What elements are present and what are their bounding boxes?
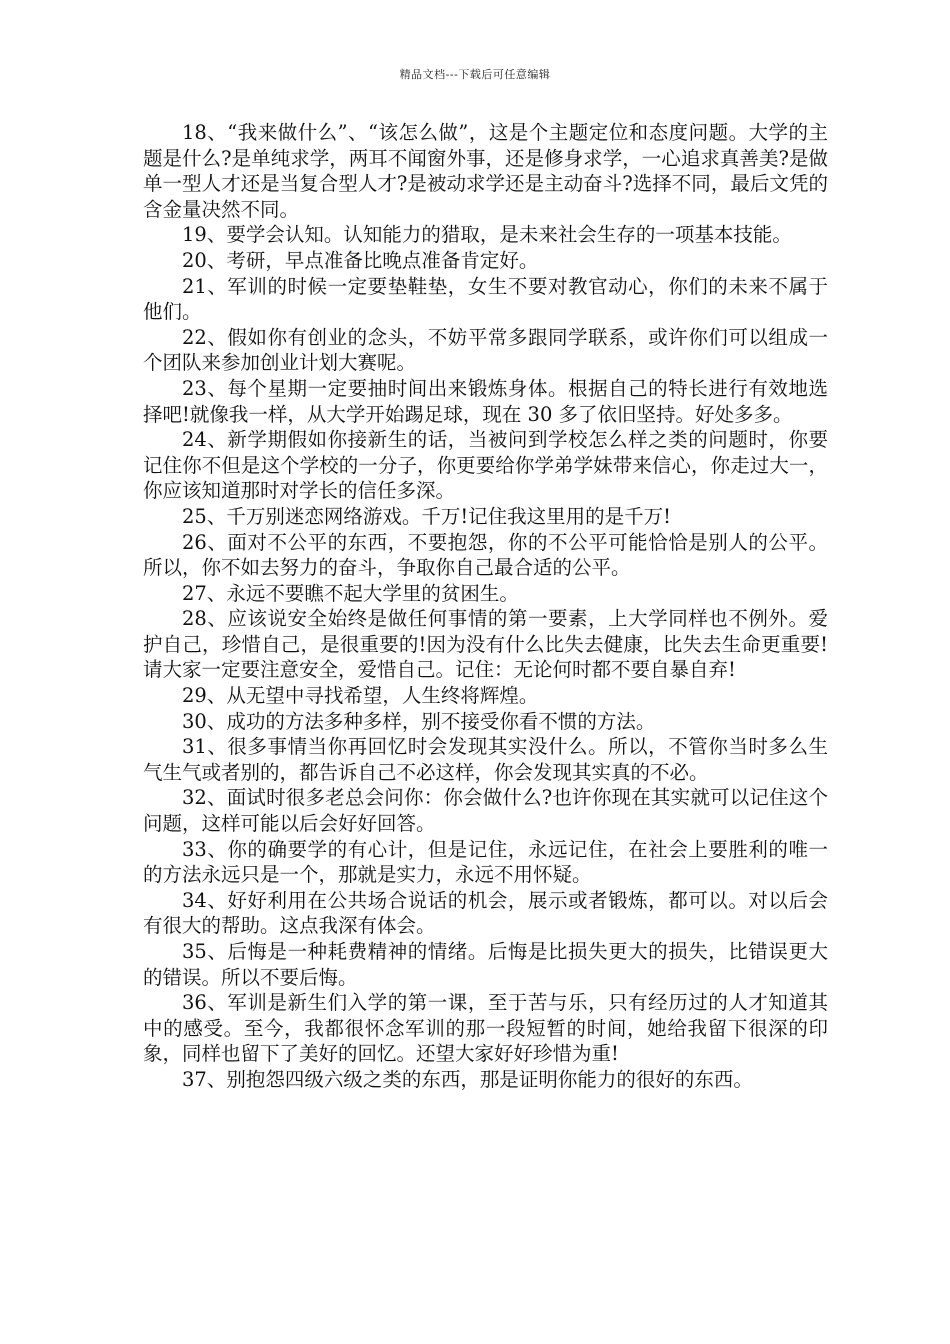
paragraph-20: 20、考研，早点准备比晚点准备肯定好。: [182, 248, 539, 272]
paragraph-26: 26、面对不公平的东西，不要抱怨，你的不公平可能恰恰是别人的公平。所以，你不如去努力的奋斗，争取你自己最合适的公平。: [143, 530, 828, 580]
paragraph-18: 18、“我来做什么”、“该怎么做”，这是个主题定位和态度问题。大学的主题是什么?是单纯求学，两耳不闻窗外事，还是修身求学，一心追求真善美?是做单一型人才还是当复合型人才?是被动求学还是主动奋斗?选择不同，最后文凭的含金量决然不同。: [143, 121, 828, 221]
document-body: [143, 120, 828, 1093]
paragraph-25: 25、千万别迷恋网络游戏。千万!记住我这里用的是千万!: [182, 504, 671, 528]
paragraph-19: 19、要学会认知。认知能力的猎取，是未来社会生存的一项基本技能。: [182, 223, 792, 247]
paragraph-28: 28、应该说安全始终是做任何事情的第一要素，上大学同样也不例外。爱护自己，珍惜自己，是很重要的!因为没有什么比失去健康，比失去生命更重要!请大家一定要注意安全，爱惜自己。记住：无论何时都不要自暴自弃!: [143, 607, 828, 682]
paragraph-32: 32、面试时很多老总会问你：你会做什么?也许你现在其实就可以记住这个问题，这样可能以后会好好回答。: [143, 786, 828, 836]
paragraph-23: 23、每个星期一定要抽时间出来锻炼身体。根据自己的特长进行有效地选择吧!就像我一样，从大学开始踢足球，现在 30 多了依旧坚持。好处多多。: [143, 376, 828, 426]
paragraph-33: 33、你的确要学的有心计，但是记住，永远记住，在社会上要胜利的唯一的方法永远只是一个，那就是实力，永远不用怀疑。: [143, 837, 828, 887]
paragraph-31: 31、很多事情当你再回忆时会发现其实没什么。所以，不管你当时多么生气生气或者别的，都告诉自己不必这样，你会发现其实真的不必。: [143, 735, 828, 784]
paragraph-30: 30、成功的方法多种多样，别不接受你看不惯的方法。: [182, 709, 656, 733]
paragraph-27: 27、永远不要瞧不起大学里的贫困生。: [182, 581, 519, 605]
paragraph-35: 35、后悔是一种耗费精神的情绪。后悔是比损失更大的损失，比错误更大的错误。所以不要后悔。: [143, 940, 828, 989]
paragraph-22: 22、假如你有创业的念头，不妨平常多跟同学联系，或许你们可以组成一个团队来参加创业计划大赛呢。: [143, 325, 828, 375]
paragraph-24: 24、新学期假如你接新生的话，当被问到学校怎么样之类的问题时，你要记住你不但是这个学校的一分子，你更要给你学弟学妹带来信心，你走过大一，你应该知道那时对学长的信任多深。: [143, 428, 828, 503]
paragraph-34: 34、好好利用在公共场合说话的机会，展示或者锻炼，都可以。对以后会有很大的帮助。这点我深有体会。: [143, 888, 828, 938]
page-header: 精品文档---下载后可任意编辑: [399, 68, 551, 81]
paragraph-29: 29、从无望中寻找希望，人生终将辉煌。: [182, 684, 539, 708]
paragraph-21: 21、军训的时候一定要垫鞋垫，女生不要对教官动心，你们的未来不属于他们。: [143, 274, 828, 324]
paragraph-37: 37、别抱怨四级六级之类的东西，那是证明你能力的很好的东西。: [182, 1067, 753, 1091]
paragraph-36: 36、军训是新生们入学的第一课，至于苦与乐，只有经历过的人才知道其中的感受。至今，我都很怀念军训的那一段短暂的时间，她给我留下很深的印象，同样也留下了美好的回忆。还望大家好好珍惜为重!: [143, 991, 828, 1066]
